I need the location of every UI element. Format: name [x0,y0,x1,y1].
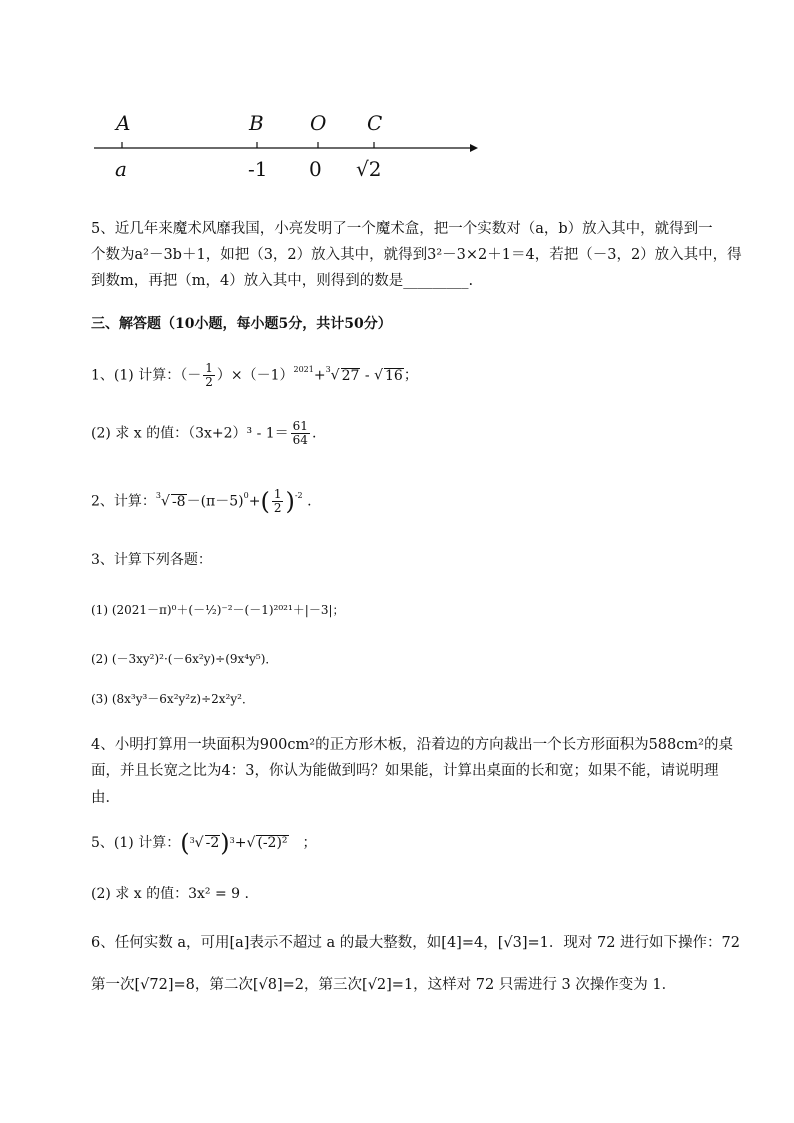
q1-p1-exp: 2021 [293,365,314,374]
number-line-svg [90,105,490,185]
q2-mid: －(π－5) [186,493,244,510]
label-point-c: C [367,111,383,135]
q3-part-2: (2) (－3xy²)²·(－6x²y)÷(9x⁴y⁵)． [91,652,278,666]
q6-line-2: 第一次[√72]=8，第二次[√8]=2，第三次[√2]=1，这样对 72 只需进行 3 次操作变为 1． [91,977,677,993]
q2-cbrt: -8 [171,493,186,510]
q2-prefix: 2、计算： [91,493,156,510]
q2-plus: + [248,493,261,510]
q1-p1-plus: + [313,367,326,384]
q1-p1-minus: - [360,367,375,384]
q1-p2-prefix: (2) 求 x 的值：（3x+2）³ - 1＝ [91,425,289,442]
q6-line-1: 6、任何实数 a，可用[a]表示不超过 a 的最大整数，如[4]=4，[√3]=1．现对 72 进行如下操作：72 [91,935,740,951]
q2-end: . [307,493,312,510]
q5-blank-line-2: 个数为a²－3b＋1，如把（3，2）放入其中，就得到3²－3×2＋1＝4，若把（－3，2）放入其中，得 [91,247,742,263]
q1-part-1: 1、(1) 计算：（－ $\frac{1}{2}$ ）$\times(-1)^{2021}+^3√$ 27 - √ 16； [91,361,418,389]
q5-p1-end: ； [302,835,317,851]
value-c: √2 [356,157,382,181]
section-3-title: 三、解答题（10小题，每小题5分，共计50分） [91,316,392,332]
q5-p1-sqrt: (-2)² [257,835,288,851]
q3-part-3: (3) (8x³y³－6x²y²z)÷2x²y²． [91,692,254,706]
q4-line-3: 由． [91,790,120,806]
q1-p1-cbrt: 27 [341,367,360,384]
q2-exp0: 0 [243,491,249,500]
q5-p1-plus: + [234,835,247,851]
q1-p1-end: ； [403,367,418,384]
q1-p2-end: . [311,425,317,442]
q3-part-1: (1) (2021－π)⁰＋(－½)⁻²－(－1)²⁰²¹＋|－3|； [91,603,345,617]
fraction-one-half: $\frac{1}{2}$ [205,361,213,389]
q5-p1-prefix: 5、(1) 计算： [91,835,181,851]
arrow-right-icon [470,144,478,152]
q1-p1-mid: ）×（－1） [216,367,294,384]
q4-line-2: 面，并且长宽之比为4：3，你认为能做到吗？如果能，计算出桌面的长和宽；如果不能，请说明理 [91,763,719,779]
q2-exp: -2 [294,491,303,500]
q1-p1-prefix: 1、(1) 计算：（－ [91,367,202,384]
value-a: a [115,157,127,181]
fraction-one-half-q2: $\frac{1}{2}$ [273,487,282,515]
q5-p1-cbrt: -2 [205,835,220,851]
q4-line-1: 4、小明打算用一块面积为900cm²的正方形木板，沿着边的方向裁出一个长方形面积为588cm²的桌 [91,737,733,753]
label-point-o: O [310,111,327,135]
value-b: -1 [248,157,268,181]
q3-title: 3、计算下列各题： [91,552,212,568]
number-line-figure [90,105,490,185]
value-o: 0 [309,157,322,181]
q1-p1-sqrt: 16 [384,367,403,384]
label-point-a: A [116,111,131,135]
q5-blank-line-3: 到数m，再把（m，4）放入其中，则得到的数是_________. [91,273,474,289]
q1-part-2 [91,420,316,447]
q5-part-1: 5、(1) 计算：($^3$√ -2)$^3$+√ (-2)² ； [91,829,317,857]
q2-line: 2、计算：$^3$√ $-8-(\pi-5)^0+$( $\frac{1}{2}$ )$^{-2}$ . [91,487,312,516]
label-point-b: B [249,111,264,135]
q5-blank-line-1: 5、近几年来魔术风靡我国，小亮发明了一个魔术盒，把一个实数对（a，b）放入其中，就得到一 [91,221,713,237]
q5-part-2: (2) 求 x 的值：3x² = 9 . [91,886,249,902]
fraction-61-64: $\frac{61}{64}$ [292,419,308,447]
